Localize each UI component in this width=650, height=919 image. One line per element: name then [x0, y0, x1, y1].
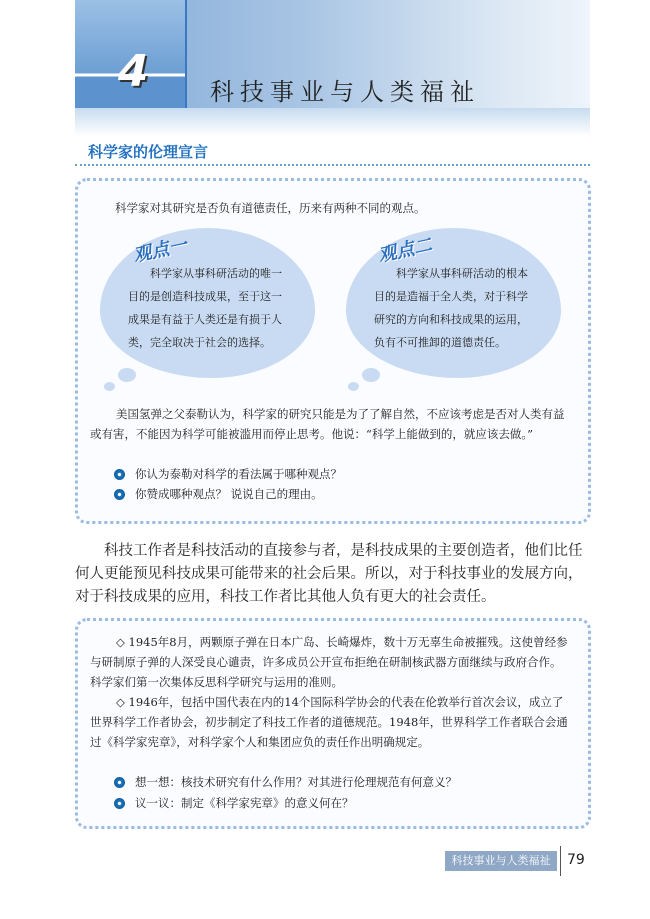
question: 你赞成哪种观点？ 说说自己的理由。 — [135, 487, 323, 501]
chapter-number: 4 — [118, 46, 149, 97]
teller-paragraph: 美国氢弹之父泰勒认为，科学家的研究只能是为了了解自然，不应该考虑是否对人类有益或有害，不能因为科学可能被滥用而停止思考。他说：“科学上能做到的，就应该去做。” — [90, 407, 565, 441]
cloud-tail — [362, 368, 380, 382]
running-title: 科技事业与人类福祉 — [445, 851, 557, 871]
question-bullet-icon — [114, 777, 125, 788]
page-number: 79 — [567, 852, 585, 868]
question-bullet-icon — [114, 798, 125, 809]
banner-fade — [75, 108, 590, 136]
footer-divider — [560, 846, 561, 876]
cloud-tail — [348, 382, 359, 391]
box-intro: 科学家对其研究是否负有道德责任，历来有两种不同的观点。 — [115, 201, 426, 215]
view-one-label: 观点一 — [131, 234, 189, 267]
view-two-text: 科学家从事科研活动的根本目的是造福于全人类，对于科学研究的方向和科技成果的运用，负有不可推卸的道德责任。 — [374, 267, 528, 349]
section-title: 科学家的伦理宣言 — [88, 143, 209, 161]
history-item: ◇ 1945年8月，两颗原子弹在日本广岛、长崎爆炸，数十万无辜生命被摧残。这使曾经参与研制原子弹的人深受良心谴责，许多成员公开宣布拒绝在研制核武器方面继续与政府合作。科学家们第一次集体反思科学研究与运用的准则。 — [90, 635, 568, 689]
cloud-tail — [118, 368, 136, 382]
chapter-title: 科技事业与人类福祉 — [210, 78, 480, 106]
main-paragraph: 科技工作者是科技活动的直接参与者，是科技成果的主要创造者，他们比任何人更能预见科技成果可能带来的社会后果。所以，对于科技事业的发展方向，对于科技成果的应用，科技工作者比其他人负有更大的社会责任。 — [75, 543, 583, 605]
view-one-text: 科学家从事科研活动的唯一目的是创造科技成果，至于这一成果是有益于人类还是有损于人类，完全取决于社会的选择。 — [128, 267, 282, 349]
question: 你认为泰勒对科学的看法属于哪种观点？ — [135, 467, 342, 481]
question-bullet-icon — [114, 469, 125, 480]
cloud-tail — [104, 382, 115, 391]
history-item: ◇ 1946年，包括中国代表在内的14个国际科学协会的代表在伦敦举行首次会议，成立了世界科学工作者协会，初步制定了科技工作者的道德规范。1948年，世界科学工作者联合会通过《科学家宪章》，对科学家个人和集团应负的责任作出明确规定。 — [90, 695, 568, 749]
view-two-label: 观点二 — [376, 234, 434, 267]
question: 议一议：制定《科学家宪章》的意义何在？ — [135, 796, 354, 810]
question-bullet-icon — [114, 489, 125, 500]
question: 想一想：核技术研究有什么作用？对其进行伦理规范有何意义？ — [135, 775, 457, 789]
section-divider — [75, 164, 590, 166]
